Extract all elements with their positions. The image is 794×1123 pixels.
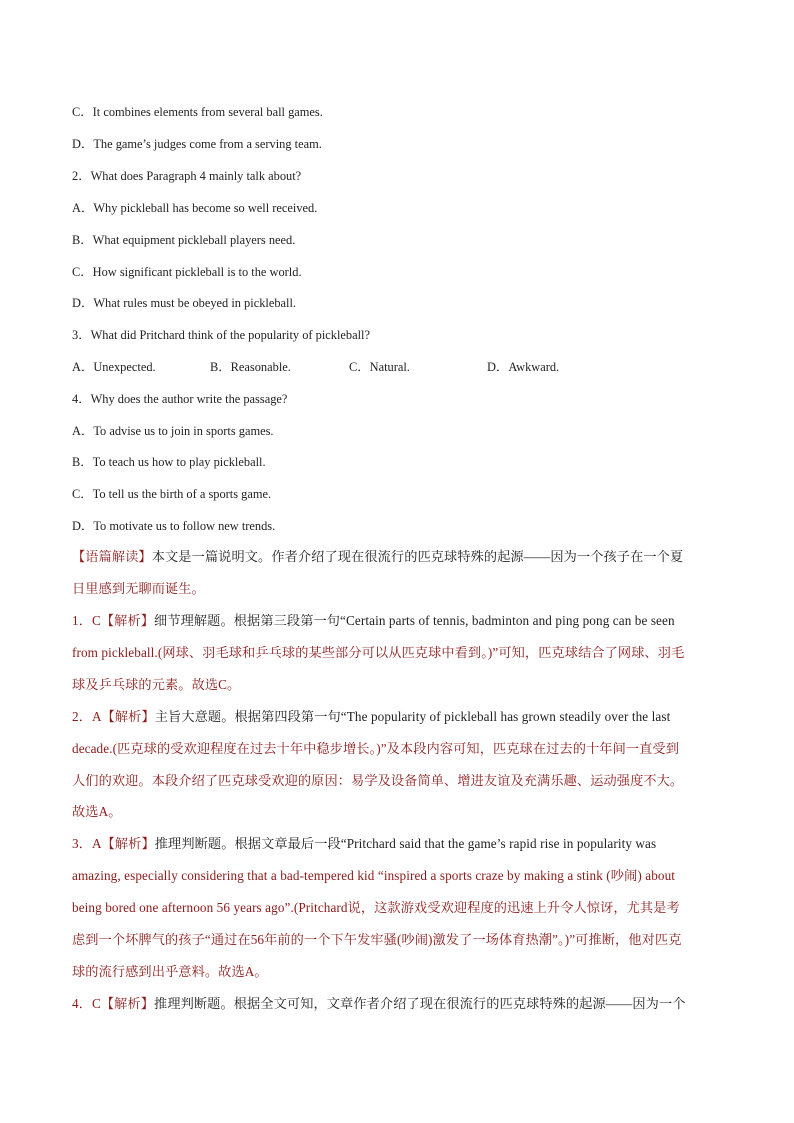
answer-3-label: 3．A【解析】: [72, 836, 155, 851]
discourse-analysis-line1: 【语篇解读】本文是一篇说明文。作者介绍了现在很流行的匹克球特殊的起源——因为一个孩子在一个夏: [72, 549, 684, 564]
q3-stem: 3．What did Pritchard think of the popularity of pickleball?: [72, 328, 370, 342]
q4-option-c: C．To tell us the birth of a sports game.: [72, 487, 272, 501]
answer-1-line1: 1．C【解析】细节理解题。根据第三段第一句“Certain parts of tennis, badminton and ping pong can be seen: [72, 613, 675, 628]
answer-2-line4: 故选A。: [72, 804, 122, 819]
discourse-analysis-label: 【语篇解读】: [72, 549, 152, 564]
answer-1-line2: from pickleball.(网球、羽毛球和乒乓球的某些部分可以从匹克球中看到。)”可知，匹克球结合了网球、羽毛: [72, 645, 685, 660]
q4-option-a: A．To advise us to join in sports games.: [72, 424, 274, 438]
q4-option-d: D．To motivate us to follow new trends.: [72, 519, 276, 533]
answer-3-line5: 球的流行感到出乎意料。故选A。: [72, 964, 268, 979]
q2-stem: 2．What does Paragraph 4 mainly talk about?: [72, 169, 302, 183]
q4-option-b: B．To teach us how to play pickleball.: [72, 455, 266, 469]
q2-option-c: C．How significant pickleball is to the world.: [72, 265, 302, 279]
q3-option-d: D．Awkward.: [487, 360, 560, 374]
discourse-analysis-line2: 日里感到无聊而诞生。: [72, 581, 205, 596]
answer-1-label: 1．C【解析】: [72, 613, 155, 628]
q2-option-d: D．What rules must be obeyed in pickleball.: [72, 296, 297, 310]
q1-option-d: D．The game’s judges come from a serving team.: [72, 137, 322, 151]
answer-4-label: 4．C【解析】: [72, 996, 155, 1011]
q3-option-a: A．Unexpected.: [72, 360, 156, 374]
answer-2-line3: 人们的欢迎。本段介绍了匹克球受欢迎的原因：易学及设备简单、增进友谊及充满乐趣、运动强度不大。: [72, 773, 684, 788]
answer-1-line3: 球及乒乓球的元素。故选C。: [72, 677, 241, 692]
q1-option-c: C．It combines elements from several ball games.: [72, 105, 323, 119]
q3-option-b: B．Reasonable.: [210, 360, 291, 374]
answer-3-line3: being bored one afternoon 56 years ago”.(Pritchard说，这款游戏受欢迎程度的迅速上升令人惊讶，尤其是考: [72, 900, 680, 915]
q4-stem: 4．Why does the author write the passage?: [72, 392, 288, 406]
answer-2-label: 2．A【解析】: [72, 709, 155, 724]
q2-option-b: B．What equipment pickleball players need.: [72, 233, 296, 247]
answer-2-line1: 2．A【解析】主旨大意题。根据第四段第一句“The popularity of pickleball has grown steadily over the last: [72, 709, 671, 724]
answer-3-line1: 3．A【解析】推理判断题。根据文章最后一段“Pritchard said that the game’s rapid rise in popularity was: [72, 836, 657, 851]
answer-3-line2: amazing, especially considering that a bad-tempered kid “inspired a sports craze by making a stink (吵闹) about: [72, 868, 676, 883]
q3-option-c: C．Natural.: [349, 360, 410, 374]
answer-4-line1: 4．C【解析】推理判断题。根据全文可知，文章作者介绍了现在很流行的匹克球特殊的起源——因为一个: [72, 996, 686, 1011]
q3-options: [72, 359, 732, 375]
answer-3-line4: 虑到一个坏脾气的孩子“通过在56年前的一个下午发牢骚(吵闹)激发了一场体育热潮”。)”可推断，他对匹克: [72, 932, 682, 947]
q2-option-a: A．Why pickleball has become so well received.: [72, 201, 318, 215]
answer-2-line2: decade.(匹克球的受欢迎程度在过去十年中稳步增长。)”及本段内容可知，匹克球在过去的十年间一直受到: [72, 741, 680, 756]
